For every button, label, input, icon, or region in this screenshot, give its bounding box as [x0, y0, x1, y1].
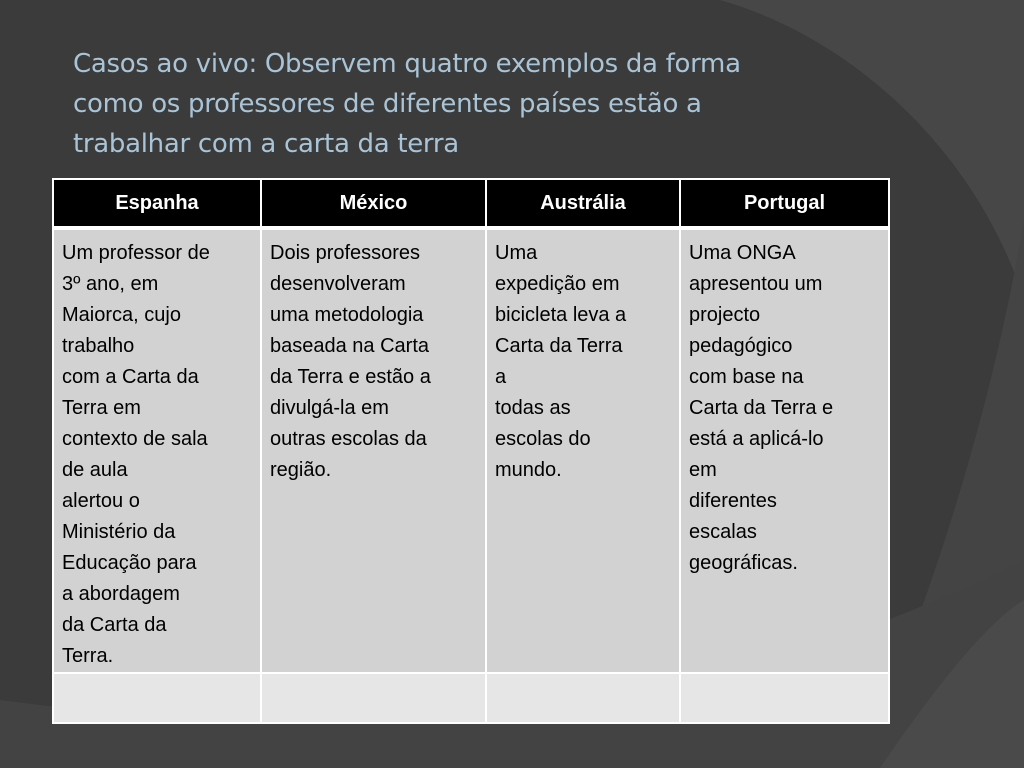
slide-title-line-1: Casos ao vivo: Observem quatro exemplos da forma: [73, 49, 741, 79]
table-row-empty: [53, 673, 889, 723]
empty-cell: [261, 673, 486, 723]
slide-title: [73, 44, 873, 164]
cell-mexico: Dois professores desenvolveram uma metodologia baseada na Carta da Terra e estão a divulgá-la em outras escolas da região.: [261, 228, 486, 673]
slide-title-line-3: trabalhar com a carta da terra: [73, 129, 459, 159]
header-espanha: Espanha: [53, 179, 261, 228]
header-mexico: México: [261, 179, 486, 228]
header-australia: Austrália: [486, 179, 680, 228]
empty-cell: [486, 673, 680, 723]
cell-portugal: Uma ONGA apresentou um projecto pedagógico com base na Carta da Terra e está a aplicá-lo em diferentes escalas geográficas.: [680, 228, 889, 673]
table-row: [53, 228, 889, 673]
header-portugal: Portugal: [680, 179, 889, 228]
empty-cell: [680, 673, 889, 723]
cell-australia: Uma expedição em bicicleta leva a Carta da Terra a todas as escolas do mundo.: [486, 228, 680, 673]
slide-title-line-2: como os professores de diferentes países estão a: [73, 89, 702, 119]
cases-table: [52, 178, 890, 724]
cell-espanha: Um professor de 3º ano, em Maiorca, cujo trabalho com a Carta da Terra em contexto de sala de aula alertou o Ministério da Educação para a abordagem da Carta da Terra.: [53, 228, 261, 673]
table-header-row: [53, 179, 889, 228]
empty-cell: [53, 673, 261, 723]
